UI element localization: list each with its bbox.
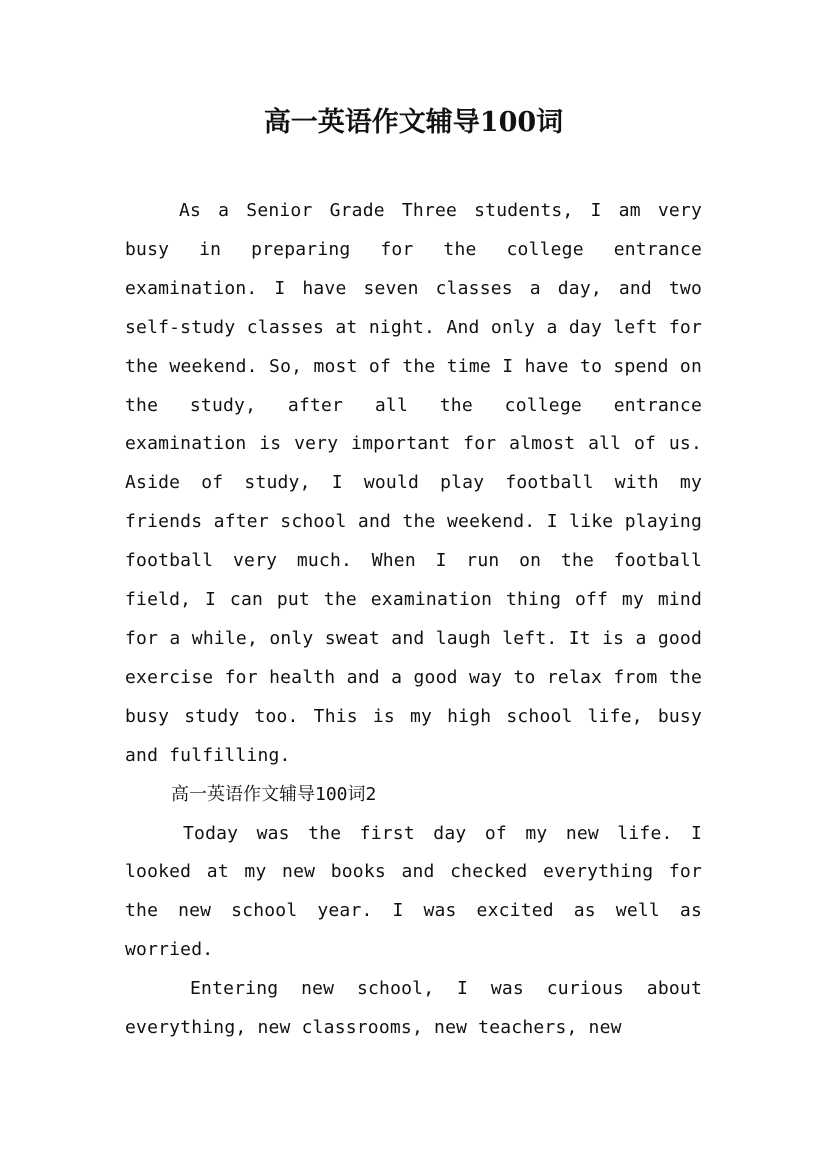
- paragraph-new-school: Entering new school, I was curious about everything, new classrooms, new teachers, new: [125, 978, 702, 1039]
- paragraph-first-day: Today was the first day of my new life. I looked at my new books and checked everything for the new school year. I was excited as well as worried.: [125, 822, 702, 961]
- document-body: [125, 192, 702, 1048]
- document-title: 高一英语作文辅导100词: [263, 107, 564, 138]
- paragraph-school-life: As a Senior Grade Three students, I am very busy in preparing for the college entrance examination. I have seven classes a day, and two self-study classes at night. And only a day left for the weekend. So, most of the time I have to spend on the study, after all the college entrance examination is very important for almost all of us. Aside of study, I would play football with my friends after school and the weekend. I like playing football very much. When I run on the football field, I can put the examination thing off my mind for a while, only sweat and laugh left. It is a good exercise for health and a good way to relax from the busy study too. This is my high school life, busy and fulfilling.: [125, 200, 702, 766]
- section-subheading: 高一英语作文辅导100词2: [171, 783, 377, 805]
